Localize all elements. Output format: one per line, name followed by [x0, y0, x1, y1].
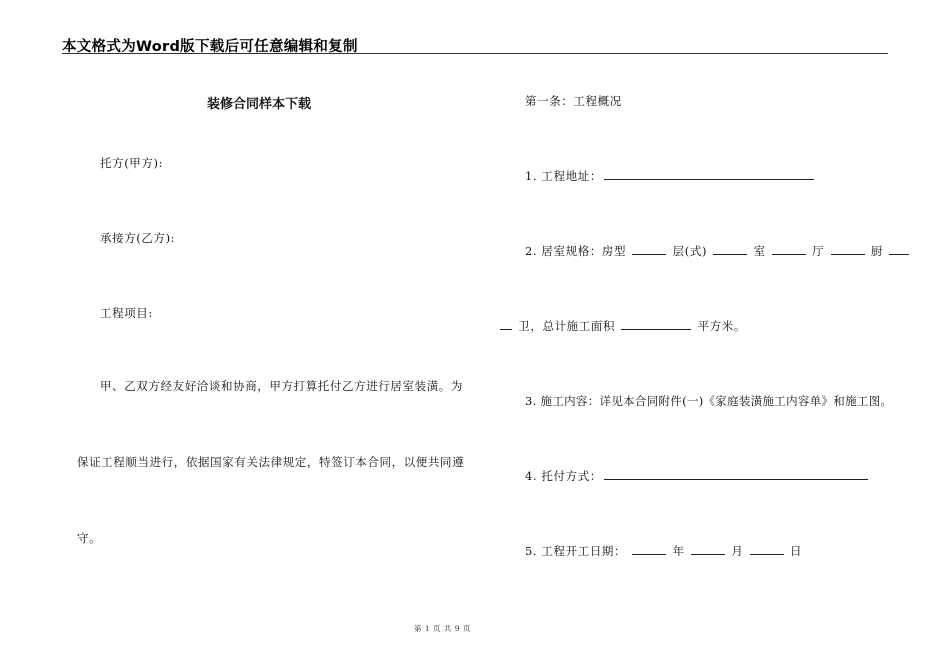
year-blank	[632, 543, 666, 555]
item-3-scope: 3. 施工内容：详见本合同附件(一)《家庭装潢施工内容单》和施工图。	[525, 394, 893, 408]
room-blank	[772, 243, 806, 255]
room-type-blank	[632, 243, 666, 255]
document-title: 装修合同样本下载	[207, 97, 312, 112]
kitchen-label: 厨	[870, 244, 883, 258]
intro-paragraph-line-2: 保证工程顺当进行，依据国家有关法律规定，特签订本合同，以便共同遵	[77, 455, 465, 469]
hall-label: 厅	[812, 244, 825, 258]
item-2-label: 2. 居室规格：房型	[525, 244, 627, 258]
year-label: 年	[672, 544, 685, 558]
kitchen-blank	[889, 243, 909, 255]
intro-paragraph-line-3: 守。	[77, 531, 102, 545]
day-label: 日	[789, 544, 803, 558]
intro-paragraph-line-1: 甲、乙双方经友好洽谈和协商，甲方打算托付乙方进行居室装潢。为	[100, 379, 463, 393]
item-2-continued	[500, 318, 746, 334]
item-4-method	[525, 468, 870, 484]
month-blank	[691, 543, 725, 555]
address-blank	[604, 168, 814, 180]
day-blank	[750, 543, 784, 555]
month-label: 月	[731, 544, 744, 558]
article-1-heading: 第一条：工程概况	[525, 94, 622, 108]
floor-label: 层(式)	[672, 244, 708, 258]
item-1-address	[525, 168, 816, 184]
method-blank	[604, 468, 868, 480]
area-unit: 平方米。	[697, 319, 747, 333]
room-label: 室	[753, 244, 766, 258]
item-1-label: 1. 工程地址：	[525, 169, 602, 183]
floor-blank	[713, 243, 747, 255]
project-label: 工程项目:	[100, 306, 153, 320]
item-5-label: 5. 工程开工日期：	[525, 544, 627, 558]
item-4-label: 4. 托付方式：	[525, 469, 602, 483]
bath-blank	[500, 318, 512, 330]
page-footer: 第 1 页 共 9 页	[414, 624, 471, 633]
item-2-specs	[525, 243, 911, 259]
item-5-start-date	[525, 543, 802, 559]
hall-blank	[831, 243, 865, 255]
bath-area-label: 卫，总计施工面积	[518, 319, 616, 333]
client-label: 托方(甲方):	[100, 156, 164, 170]
contractor-label: 承接方(乙方):	[100, 231, 176, 245]
page-header-title: 本文格式为Word版下载后可任意编辑和复制	[62, 39, 358, 55]
area-blank	[621, 318, 691, 330]
header-divider	[62, 53, 888, 54]
